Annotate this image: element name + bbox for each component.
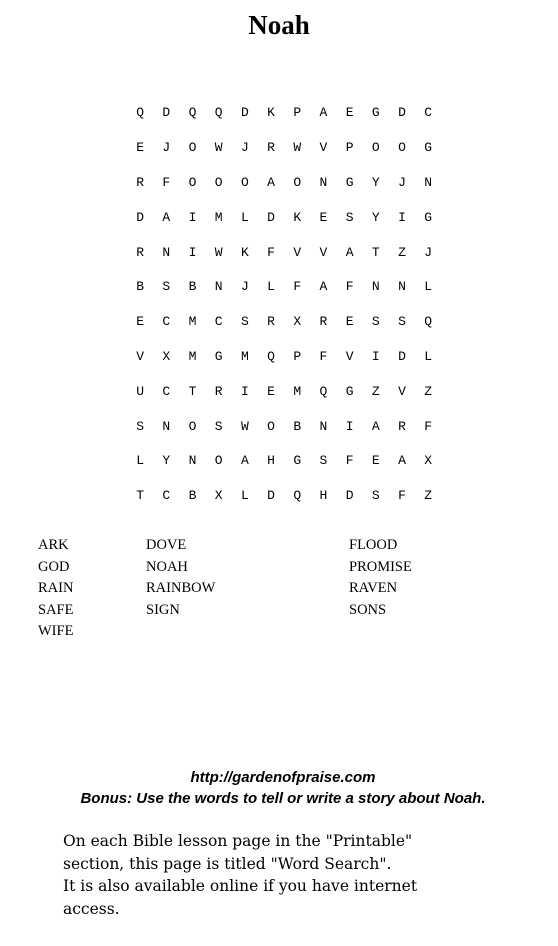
grid-letter: E	[136, 140, 144, 156]
word-list-item: ARK	[38, 537, 69, 553]
grid-letter: R	[136, 174, 144, 190]
note-line: section, this page is titled "Word Search".	[63, 854, 392, 873]
grid-letter: V	[136, 348, 144, 364]
grid-letter: K	[240, 244, 249, 260]
grid-letter: E	[136, 314, 144, 330]
grid-row	[127, 131, 441, 166]
grid-letter: Q	[267, 348, 275, 364]
grid-letter: B	[293, 418, 302, 434]
grid-letter: F	[267, 244, 275, 260]
note-line: access.	[63, 899, 120, 918]
grid-letter: G	[424, 209, 433, 225]
grid-letter: D	[345, 488, 354, 504]
grid-letter: N	[424, 174, 433, 190]
grid-row	[127, 270, 441, 305]
word-list-item: DOVE	[146, 537, 187, 553]
grid-letter: B	[136, 279, 144, 295]
grid-letter: W	[214, 140, 223, 156]
note-line: It is also available online if you have internet	[63, 877, 418, 895]
grid-letter: K	[267, 105, 275, 121]
grid-letter: M	[240, 348, 249, 364]
grid-letter: X	[424, 453, 433, 469]
grid-row	[127, 166, 441, 201]
grid-letter: E	[371, 453, 380, 469]
word-list-item: WIFE	[38, 623, 74, 640]
grid-letter: J	[162, 140, 171, 156]
grid-letter: D	[136, 209, 144, 225]
grid-row	[127, 409, 441, 444]
grid-letter: D	[398, 348, 406, 364]
grid-letter: S	[371, 314, 380, 330]
grid-letter: P	[293, 348, 302, 364]
word-list-item: GOD	[38, 558, 70, 575]
word-list-item: FLOOD	[349, 537, 398, 553]
grid-letter: W	[293, 140, 302, 156]
note-line: On each Bible lesson page in the "Printable"	[63, 832, 413, 850]
grid-row	[127, 479, 441, 514]
grid-letter: T	[136, 488, 144, 504]
grid-letter: I	[398, 209, 406, 225]
grid-letter: L	[267, 279, 275, 295]
grid-letter: Z	[424, 488, 433, 504]
grid-letter: J	[424, 244, 433, 260]
grid-letter: Z	[398, 244, 406, 260]
grid-letter: D	[267, 209, 275, 225]
grid-letter: O	[214, 174, 223, 190]
grid-letter: P	[293, 105, 302, 121]
grid-letter: F	[293, 279, 302, 295]
printable-note	[63, 830, 543, 920]
grid-letter: M	[214, 209, 223, 225]
grid-letter: O	[240, 174, 249, 190]
grid-letter: A	[162, 209, 171, 225]
grid-letter: P	[345, 140, 354, 156]
grid-letter: F	[398, 488, 406, 504]
word-list-item: SAFE	[38, 601, 74, 618]
grid-letter: A	[345, 244, 354, 260]
grid-letter: V	[398, 383, 406, 399]
grid-letter: L	[136, 453, 144, 469]
grid-letter: G	[371, 105, 380, 121]
grid-letter: U	[136, 383, 144, 399]
grid-letter: H	[267, 453, 275, 469]
word-list-item: RAIN	[38, 580, 74, 597]
grid-letter: Y	[371, 174, 380, 190]
word-list-item: RAINBOW	[146, 580, 216, 597]
grid-letter: V	[293, 244, 302, 260]
grid-letter: D	[398, 105, 406, 121]
grid-letter: R	[319, 314, 328, 330]
grid-row	[127, 444, 441, 479]
grid-letter: O	[267, 418, 275, 434]
grid-letter: B	[188, 488, 197, 504]
grid-letter: X	[293, 314, 302, 330]
grid-letter: J	[398, 174, 406, 190]
grid-letter: F	[345, 453, 354, 469]
grid-letter: L	[424, 348, 433, 364]
grid-letter: B	[188, 279, 197, 295]
grid-letter: W	[214, 244, 223, 260]
grid-letter: Q	[188, 105, 197, 121]
grid-letter: T	[188, 383, 197, 399]
grid-letter: S	[371, 488, 380, 504]
grid-letter: R	[136, 244, 144, 260]
grid-row	[127, 340, 441, 375]
grid-letter: A	[267, 174, 275, 190]
grid-letter: E	[345, 105, 354, 121]
grid-letter: I	[345, 418, 354, 434]
grid-letter: R	[267, 314, 275, 330]
grid-letter: D	[162, 105, 171, 121]
grid-letter: S	[345, 209, 354, 225]
word-list-column-2	[146, 535, 215, 621]
grid-letter: Q	[424, 314, 433, 330]
grid-letter: S	[214, 418, 223, 434]
grid-letter: A	[371, 418, 380, 434]
grid-letter: I	[188, 209, 197, 225]
grid-letter: K	[293, 209, 302, 225]
grid-letter: C	[162, 383, 171, 399]
grid-letter: L	[424, 279, 433, 295]
grid-letter: I	[240, 383, 249, 399]
grid-letter: S	[136, 418, 144, 434]
grid-letter: N	[319, 418, 328, 434]
grid-letter: E	[319, 209, 328, 225]
grid-letter: S	[240, 314, 249, 330]
grid-letter: N	[214, 279, 223, 295]
grid-letter: V	[319, 140, 328, 156]
grid-letter: O	[214, 453, 223, 469]
grid-letter: A	[240, 453, 249, 469]
grid-letter: O	[188, 418, 197, 434]
grid-row	[127, 305, 441, 340]
grid-letter: Q	[214, 105, 223, 121]
grid-letter: L	[240, 488, 249, 504]
word-list-item: NOAH	[146, 558, 188, 575]
grid-letter: V	[319, 244, 328, 260]
grid-row	[127, 200, 441, 235]
grid-letter: S	[319, 453, 328, 469]
grid-letter: G	[345, 383, 354, 399]
bonus-instruction: Bonus: Use the words to tell or write a story about Noah.	[80, 790, 486, 807]
grid-letter: A	[398, 453, 406, 469]
grid-letter: Q	[319, 383, 328, 399]
word-list-item: PROMISE	[349, 558, 412, 575]
word-list-column-3	[349, 535, 412, 621]
grid-letter: L	[240, 209, 249, 225]
grid-row	[127, 374, 441, 409]
grid-letter: A	[319, 279, 328, 295]
grid-letter: S	[162, 279, 171, 295]
grid-letter: G	[293, 453, 302, 469]
grid-letter: O	[188, 140, 197, 156]
grid-letter: C	[214, 314, 223, 330]
grid-letter: S	[398, 314, 406, 330]
grid-letter: T	[371, 244, 380, 260]
grid-letter: R	[267, 140, 275, 156]
grid-letter: N	[319, 174, 328, 190]
grid-letter: J	[240, 279, 249, 295]
grid-letter: F	[424, 418, 433, 434]
grid-letter: F	[162, 174, 171, 190]
grid-letter: N	[398, 279, 406, 295]
grid-letter: Y	[371, 209, 380, 225]
word-list-item: SIGN	[146, 601, 180, 618]
grid-letter: N	[371, 279, 380, 295]
grid-letter: V	[345, 348, 354, 364]
grid-letter: D	[267, 488, 275, 504]
grid-letter: N	[162, 418, 171, 434]
grid-letter: A	[319, 105, 328, 121]
grid-letter: M	[188, 348, 197, 364]
grid-row	[127, 96, 441, 131]
grid-letter: C	[162, 314, 171, 330]
grid-letter: G	[345, 174, 354, 190]
grid-letter: Z	[371, 383, 380, 399]
grid-letter: W	[240, 418, 249, 434]
grid-letter: X	[162, 348, 171, 364]
grid-letter: F	[319, 348, 328, 364]
grid-letter: H	[319, 488, 328, 504]
grid-letter: E	[345, 314, 354, 330]
grid-letter: Y	[162, 453, 171, 469]
grid-letter: D	[240, 105, 249, 121]
grid-letter: G	[424, 140, 433, 156]
grid-letter: N	[162, 244, 171, 260]
grid-letter: M	[188, 314, 197, 330]
grid-letter: E	[267, 383, 275, 399]
grid-letter: I	[188, 244, 197, 260]
grid-row	[127, 235, 441, 270]
page-title: Noah	[248, 10, 310, 40]
grid-letter: O	[371, 140, 380, 156]
word-list-item: RAVEN	[349, 580, 398, 597]
word-list-item: SONS	[349, 601, 387, 618]
grid-letter: J	[240, 140, 249, 156]
grid-letter: Q	[136, 105, 144, 121]
word-list-column-1	[38, 535, 73, 643]
grid-letter: O	[398, 140, 406, 156]
grid-letter: Z	[424, 383, 433, 399]
grid-letter: O	[188, 174, 197, 190]
grid-letter: R	[398, 418, 406, 434]
grid-letter: M	[293, 383, 302, 399]
website-url: http://gardenofpraise.com	[190, 769, 376, 786]
grid-letter: C	[424, 105, 433, 121]
grid-letter: C	[162, 488, 171, 504]
grid-letter: X	[214, 488, 223, 504]
grid-letter: N	[188, 453, 197, 469]
grid-letter: F	[345, 279, 354, 295]
grid-letter: G	[214, 348, 223, 364]
grid-letter: Q	[293, 488, 302, 504]
grid-letter: I	[371, 348, 380, 364]
letter-grid	[127, 96, 441, 514]
grid-letter: O	[293, 174, 302, 190]
grid-letter: R	[214, 383, 223, 399]
